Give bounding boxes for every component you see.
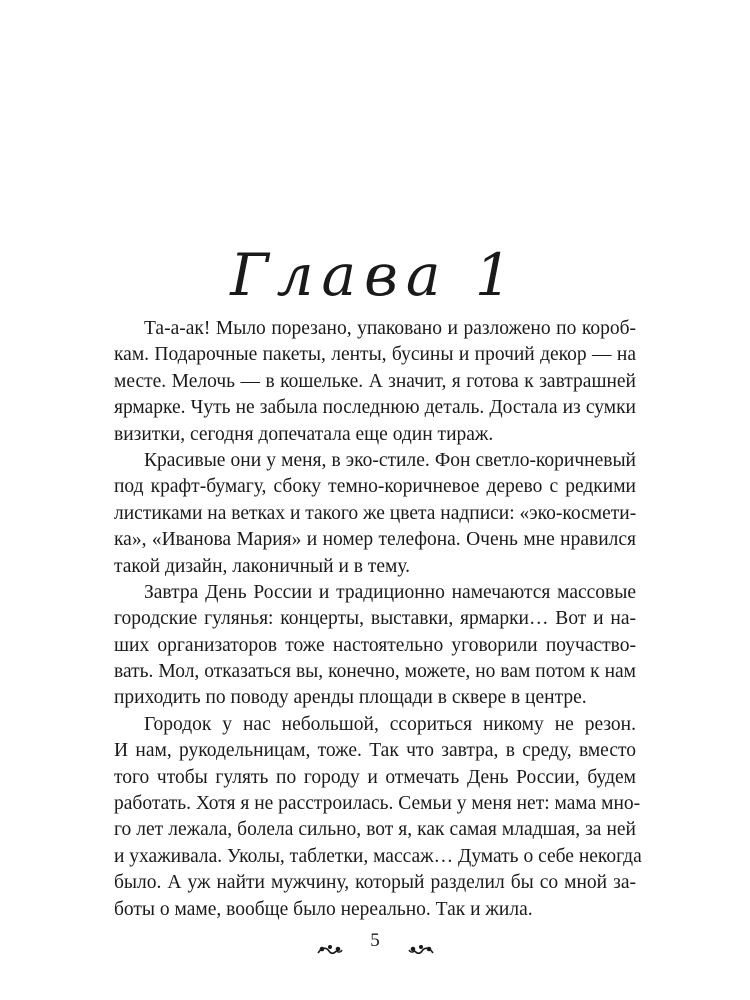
text-line: боты о маме, вообще было нереально. Так и жила.: [114, 898, 533, 920]
text-line: ярмарке. Чуть не забыла последнюю деталь. Достала из сумки: [114, 397, 636, 419]
text-line: месте. Мелочь — в кошельке. А значит, я готова к завтрашней: [114, 370, 636, 392]
text-line: того чтобы гулять по городу и отмечать День России, будем: [114, 766, 636, 788]
chapter-title: Глава 1: [230, 240, 520, 309]
text-line: Завтра День России и традиционно намечаются массовые: [144, 581, 636, 603]
floral-ornament-icon: [316, 934, 344, 948]
text-line: работать. Хотя я не расстроилась. Семьи у меня нет: мама мно-: [114, 793, 641, 815]
text-line: такой дизайн, лаконичный и в тему.: [114, 555, 411, 577]
text-line: под крафт-бумагу, сбоку темно-коричневое дерево с редкими: [114, 476, 636, 498]
text-line: визитки, сегодня допечатала еще один тираж.: [114, 423, 494, 445]
text-line: Красивые они у меня, в эко-стиле. Фон светло-коричневый: [144, 449, 636, 471]
floral-ornament-icon: [407, 934, 435, 948]
text-line: приходить по поводу аренды площади в сквере в центре.: [114, 687, 587, 709]
text-line: вать. Мол, отказаться вы, конечно, можете, но вам потом к нам: [114, 661, 636, 683]
text-line: Та-а-ак! Мыло порезано, упаковано и разложено по короб-: [144, 318, 636, 339]
text-line: го лет лежала, болела сильно, вот я, как самая младшая, за ней: [114, 819, 636, 841]
text-line: кам. Подарочные пакеты, ленты, бусины и прочий декор — на: [114, 344, 636, 366]
text-line: Городок у нас небольшой, ссориться никому не резон.: [144, 713, 636, 735]
chapter-body: [114, 316, 642, 923]
text-line: ших организаторов тоже настоятельно уговорили поучаство-: [114, 634, 636, 656]
text-line: было. А уж найти мужчину, который разделил бы со мной за-: [114, 872, 636, 894]
text-line: И нам, рукодельницам, тоже. Так что завтра, в среду, вместо: [114, 740, 636, 762]
text-line: ка», «Иванова Мария» и номер телефона. Очень мне нравился: [114, 529, 636, 551]
text-line: листиками на ветках и такого же цвета надписи: «эко-космети-: [114, 502, 637, 524]
text-line: городские гулянья: концерты, выставки, ярмарки… Вот и на-: [114, 608, 636, 630]
text-line: и ухаживала. Уколы, таблетки, массаж… Думать о себе некогда: [114, 845, 642, 867]
page-footer: [0, 922, 750, 958]
page-number: 5: [370, 929, 380, 951]
